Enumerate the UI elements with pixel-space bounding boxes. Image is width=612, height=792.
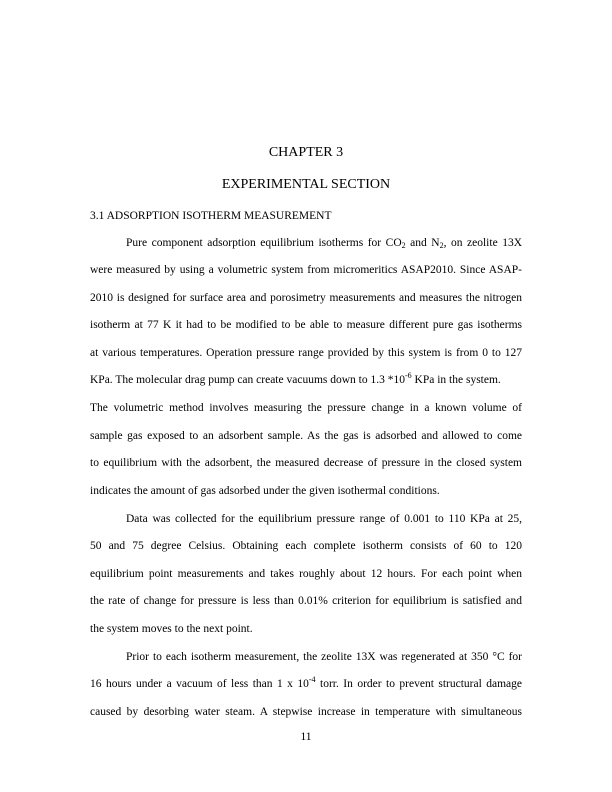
paragraph-line: the rate of change for pressure is less than 0.01% criterion for equilibrium is satisfied and (90, 595, 522, 607)
paragraph-line: the system moves to the next point. (90, 623, 253, 635)
superscript: -4 (308, 675, 316, 684)
chapter-title: CHAPTER 3 (268, 145, 344, 160)
paragraph-line: caused by desorbing water steam. A stepwise increase in temperature with simultaneous (90, 706, 522, 718)
paragraph-line (126, 236, 522, 250)
text-segment: torr. In order to prevent structural damage (315, 678, 522, 690)
paragraph-line: to equilibrium with the adsorbent, the measured decrease of pressure in the closed system (90, 457, 522, 469)
text-segment: KPa in the system. (411, 374, 501, 386)
paragraph-line: sample gas exposed to an adsorbent sample. As the gas is adsorbed and allowed to come (90, 430, 522, 442)
paragraph-line: isotherm at 77 K it had to be modified to be able to measure different pure gas isotherms (90, 319, 522, 331)
paragraph-line: were measured by using a volumetric system from micromeritics ASAP2010. Since ASAP- (90, 264, 522, 276)
superscript: -6 (405, 371, 412, 380)
paragraph-line: equilibrium point measurements and takes roughly about 12 hours. For each point when (90, 568, 522, 580)
paragraph-line (90, 373, 522, 387)
subscript: 2 (439, 241, 444, 250)
page-number: 11 (300, 731, 312, 743)
text-segment: KPa. The molecular drag pump can create vacuums down to 1.3 *10 (90, 374, 405, 386)
paragraph-line: 2010 is designed for surface area and porosimetry measurements and measures the nitrogen (90, 292, 522, 304)
paragraph-line (90, 677, 522, 691)
section-title: EXPERIMENTAL SECTION (221, 177, 391, 192)
subscript: 2 (401, 241, 406, 250)
text-segment: 16 hours under a vacuum of less than 1 x 10 (90, 678, 309, 690)
paragraph-line: 50 and 75 degree Celsius. Obtaining each complete isotherm consists of 60 to 120 (90, 540, 522, 552)
paragraph-line: Data was collected for the equilibrium pressure range of 0.001 to 110 KPa at 25, (126, 513, 522, 525)
paragraph-line: indicates the amount of gas adsorbed under the given isothermal conditions. (90, 485, 440, 497)
paragraph-line: at various temperatures. Operation pressure range provided by this system is from 0 to 127 (90, 347, 522, 359)
paragraph-line: The volumetric method involves measuring the pressure change in a known volume of (90, 402, 522, 414)
subsection-heading: 3.1 ADSORPTION ISOTHERM MEASUREMENT (90, 210, 332, 222)
paragraph-line: Prior to each isotherm measurement, the zeolite 13X was regenerated at 350 °C for (126, 651, 522, 663)
text-segment: and N (405, 237, 440, 249)
text-segment: Pure component adsorption equilibrium isotherms for CO (126, 237, 402, 249)
text-segment: , on zeolite 13X (443, 237, 523, 249)
